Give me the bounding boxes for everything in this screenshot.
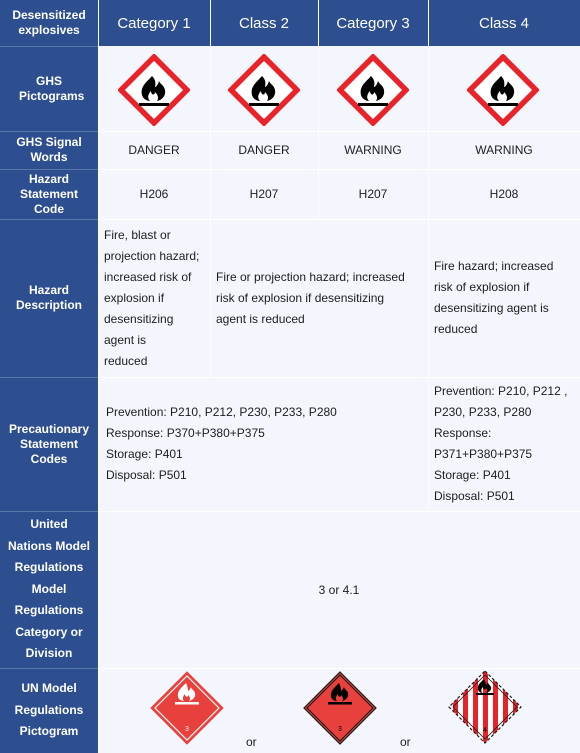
- signal-word-cell: [210, 131, 318, 169]
- column-header-label: Class 4: [478, 14, 530, 32]
- column-header-label: Category 3: [336, 14, 410, 32]
- flame-icon: [231, 57, 297, 123]
- signal-word: WARNING: [344, 143, 402, 157]
- text-line: agent is: [104, 332, 147, 347]
- column-header-label: Class 2: [238, 14, 290, 32]
- hazard-code: H206: [139, 187, 169, 201]
- un-label-class-3-white-symbol: [149, 670, 225, 746]
- corner-header-label: Desensitized explosives: [12, 8, 86, 37]
- text-line: Storage: P401: [434, 468, 511, 482]
- un-label-class-4-striped: [446, 668, 524, 746]
- row-header-line: Regulations: [14, 560, 84, 575]
- text-line: projection hazard;: [104, 248, 200, 263]
- text-line: Disposal: P501: [106, 468, 187, 482]
- text-line: Response:: [434, 426, 492, 440]
- row-header-label: Hazard Statement Code: [19, 171, 78, 216]
- signal-word-cell: [98, 131, 210, 169]
- flame-pictogram-3: [337, 54, 409, 126]
- precautionary-codes-cat1-3: [98, 377, 428, 511]
- row-header-line: Nations Model: [7, 538, 90, 553]
- row-header-label: Hazard Description: [15, 283, 82, 312]
- flame-icon: [121, 57, 187, 123]
- hazard-description-class4: [428, 219, 580, 377]
- hazard-code: H208: [489, 187, 519, 201]
- row-header-hazard-code: [0, 169, 98, 219]
- signal-word: WARNING: [475, 143, 533, 157]
- hazard-code-cell: [98, 169, 210, 219]
- row-header-line: Category or: [15, 624, 83, 639]
- flame-icon: [470, 57, 536, 123]
- text-line: Response: P370+P380+P375: [106, 426, 265, 440]
- text-line: P371+P380+P375: [434, 447, 533, 461]
- flame-pictogram-2: [228, 54, 300, 126]
- signal-word-cell: [318, 131, 428, 169]
- text-line: reduced: [104, 353, 148, 368]
- row-header-hazard-description: [0, 219, 98, 377]
- un-category-value-cell: [98, 511, 580, 668]
- un-class-number: 4: [483, 727, 487, 734]
- un-class-number: 3: [338, 726, 342, 733]
- signal-word: DANGER: [238, 143, 290, 157]
- hazard-code-cell: [210, 169, 318, 219]
- hazard-code: H207: [249, 187, 279, 201]
- un-class-number: 3: [185, 726, 189, 733]
- un-category-value: 3 or 4.1: [318, 582, 360, 597]
- flame-icon: [340, 57, 406, 123]
- row-header-pictograms: [0, 46, 98, 131]
- or-separator: or: [400, 735, 411, 749]
- row-header-signal-words: [0, 131, 98, 169]
- row-header-line: United: [30, 517, 68, 532]
- text-line: risk of explosion if: [434, 280, 530, 294]
- row-header-line: UN Model: [21, 681, 77, 696]
- hazard-code-cell: [428, 169, 580, 219]
- row-header-line: Regulations: [14, 702, 84, 717]
- text-line: Prevention: P210, P212 ,: [434, 384, 568, 398]
- column-header-class-2: [210, 0, 318, 46]
- column-header-class-4: [428, 0, 580, 46]
- row-header-label: GHS Signal Words: [16, 135, 82, 164]
- text-line: P230, P233, P280: [434, 405, 532, 419]
- signal-word: DANGER: [128, 143, 180, 157]
- flame-pictogram-1: [118, 54, 190, 126]
- text-line: desensitizing: [104, 311, 174, 326]
- text-line: Disposal: P501: [434, 489, 515, 503]
- text-line: Fire, blast or: [104, 227, 171, 242]
- signal-word-cell: [428, 131, 580, 169]
- hazard-description-cat1: [98, 219, 210, 377]
- row-header-precautionary: [0, 377, 98, 511]
- text-line: Prevention: P210, P212, P230, P233, P280: [106, 405, 337, 419]
- text-line: Fire hazard; increased: [434, 259, 554, 273]
- row-header-line: Pictogram: [19, 724, 79, 739]
- column-header-category-1: [98, 0, 210, 46]
- un-label-class-3-black-symbol: [302, 670, 378, 746]
- row-header-un-pictogram: [0, 668, 98, 753]
- text-line: reduced: [434, 322, 478, 336]
- hazard-description-class2-cat3: [210, 219, 428, 377]
- row-header-line: Division: [25, 646, 73, 661]
- row-header-un-category: [0, 511, 98, 668]
- row-header-label: Precautionary Statement Codes: [8, 421, 90, 466]
- hazard-code: H207: [358, 187, 388, 201]
- row-header-line: Model: [31, 581, 67, 596]
- text-line: agent is reduced: [216, 311, 305, 326]
- column-header-category-3: [318, 0, 428, 46]
- hazard-code-cell: [318, 169, 428, 219]
- row-header-label: GHS Pictograms: [19, 73, 85, 103]
- text-line: Storage: P401: [106, 447, 183, 461]
- column-header-label: Category 1: [117, 14, 191, 32]
- text-line: desensitizing agent is: [434, 301, 549, 315]
- text-line: explosion if: [104, 290, 165, 305]
- text-line: Fire or projection hazard; increased: [216, 269, 405, 284]
- row-header-line: Regulations: [14, 603, 84, 618]
- or-separator: or: [246, 735, 257, 749]
- corner-header: [0, 0, 98, 46]
- text-line: increased risk of: [104, 269, 192, 284]
- flame-pictogram-4: [467, 54, 539, 126]
- text-line: risk of explosion if desensitizing: [216, 290, 385, 305]
- precautionary-codes-class4: [428, 377, 580, 511]
